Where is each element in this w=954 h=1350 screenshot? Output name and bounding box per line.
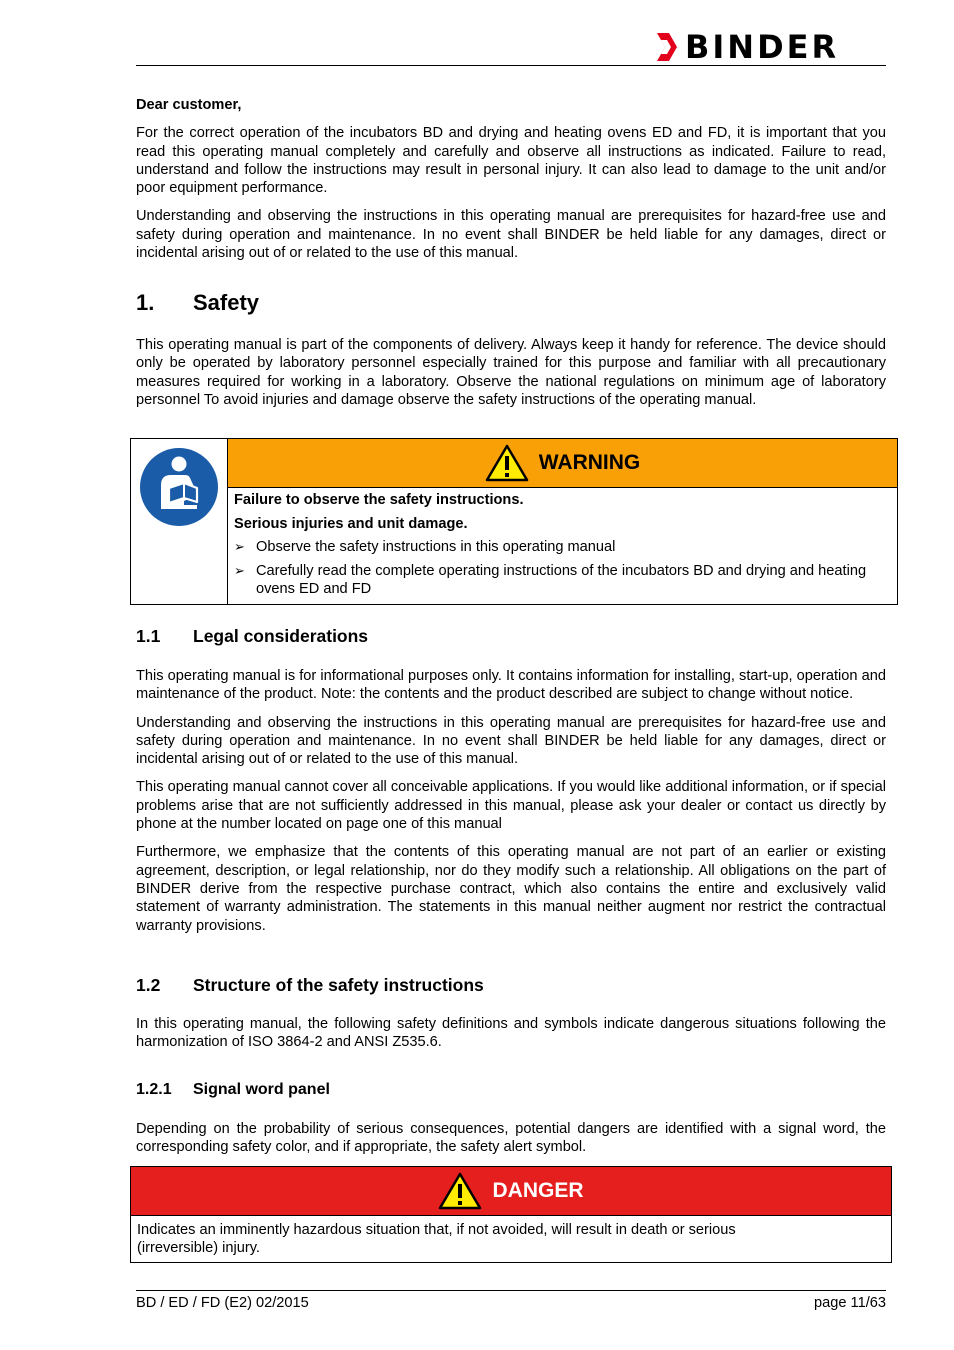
paragraph: This operating manual is for informational purposes only. It contains information for installing, start-up, operation and maintenance of the product. Note: the contents and the product described are subject to change without notice. — [136, 668, 886, 703]
section-title: Structure of the safety instructions — [193, 975, 484, 995]
paragraph: Understanding and observing the instructions in this operating manual are prerequisites for hazard-free use and safety during operation and maintenance. In no event shall BINDER be held liable for any damages, direct or incidental arising out of or related to the use of this manual. — [136, 714, 886, 768]
section-heading-signal-word — [136, 1081, 330, 1099]
warning-triangle-icon — [485, 444, 529, 482]
binder-logo-mark-icon — [655, 31, 679, 63]
read-manual-icon — [139, 447, 219, 527]
greeting: Dear customer, — [136, 97, 242, 113]
footer-rule — [136, 1290, 886, 1291]
intro-paragraph: For the correct operation of the incubators BD and drying and heating ovens ED and FD, it is important that you read this operating manual completely and carefully and observe all instructions as indicated. Failure to read, understand and follow the instructions may result in personal injury. It can also lead to damage to the unit and/or poor equipment performance. — [136, 125, 886, 197]
danger-header — [131, 1167, 891, 1216]
bullet-text: Carefully read the complete operating instructions of the incubators BD and drying and heating ovens ED and FD — [256, 562, 867, 597]
bullet-text: Observe the safety instructions in this operating manual — [256, 539, 616, 555]
section-1-2-1-body — [136, 1120, 886, 1157]
paragraph: In this operating manual, the following safety definitions and symbols indicate dangerous situations following the harmonization of ISO 3864-2 and ANSI Z535.6. — [136, 1016, 886, 1051]
warning-icon-cell — [131, 439, 228, 604]
warning-hazard: Failure to observe the safety instructions. — [234, 492, 524, 508]
paragraph: Depending on the probability of serious consequences, potential dangers are identified with a signal word, the corresponding safety color, and if appropriate, the safety alert symbol. — [136, 1121, 886, 1156]
section-1-2-body — [136, 1015, 886, 1052]
warning-consequence: Serious injuries and unit damage. — [234, 515, 468, 532]
intro — [136, 96, 886, 262]
arrow-bullet-icon: ➢ — [234, 539, 245, 554]
section-1-body — [136, 336, 886, 409]
intro-paragraph: Understanding and observing the instructions in this operating manual are prerequisites for hazard-free use and safety during operation and maintenance. In no event shall BINDER be held liable for any damages, direct or incidental arising out of or related to the use of this manual. — [136, 208, 886, 262]
warning-panel — [130, 438, 898, 605]
danger-panel — [130, 1166, 892, 1263]
brand-name: BINDER — [685, 28, 840, 66]
paragraph: Furthermore, we emphasize that the contents of this operating manual are not part of an earlier or existing agreement, description, or legal relationship, nor do they modify such a relationship. All obligations on the part of BINDER derive from the respective purchase contract, which also contains the entire and exclusively valid statement of warranty administration. The statements in this manual neither augment nor restrict the contractual warranty provisions. — [136, 844, 886, 934]
warning-header — [228, 439, 897, 488]
header-rule — [136, 65, 886, 66]
paragraph: This operating manual is part of the components of delivery. Always keep it handy for reference. The device should only be operated by laboratory personnel especially trained for this purpose and familiar with all precautionary measures required for working in a laboratory. Observe the national regulations on minimum age of laboratory personnel To avoid injuries and damage observe the safety instructions of the operating manual. — [136, 337, 886, 408]
section-number: 1.1 — [136, 626, 161, 646]
binder-logo — [655, 30, 887, 64]
section-heading-legal — [136, 626, 368, 647]
page-number: page 11/63 — [814, 1295, 886, 1311]
warning-body — [234, 491, 877, 604]
arrow-bullet-icon: ➢ — [234, 562, 245, 578]
section-number: 1.2.1 — [136, 1081, 172, 1098]
section-number: 1.2 — [136, 975, 161, 995]
section-title: Safety — [193, 290, 260, 315]
section-title: Legal considerations — [193, 626, 369, 646]
section-heading-safety — [136, 290, 259, 316]
section-1-1-body — [136, 667, 886, 935]
warning-triangle-icon — [438, 1172, 482, 1210]
section-number: 1. — [136, 290, 155, 315]
signal-word-warning: WARNING — [538, 451, 641, 474]
signal-word-danger: DANGER — [492, 1179, 584, 1202]
section-heading-structure — [136, 975, 484, 996]
danger-body: Indicates an imminently hazardous situation that, if not avoided, will result in death or serious (irreversible) injury. — [137, 1222, 736, 1257]
section-title: Signal word panel — [193, 1081, 330, 1098]
footer-doc-id: BD / ED / FD (E2) 02/2015 — [136, 1295, 309, 1311]
list-item — [234, 538, 877, 557]
list-item — [234, 562, 877, 599]
paragraph: This operating manual cannot cover all conceivable applications. If you would like additional information, or if special problems arise that are not sufficiently addressed in this manual, please ask your dealer or contact us directly by phone at the number located on page one of this manual — [136, 779, 886, 833]
